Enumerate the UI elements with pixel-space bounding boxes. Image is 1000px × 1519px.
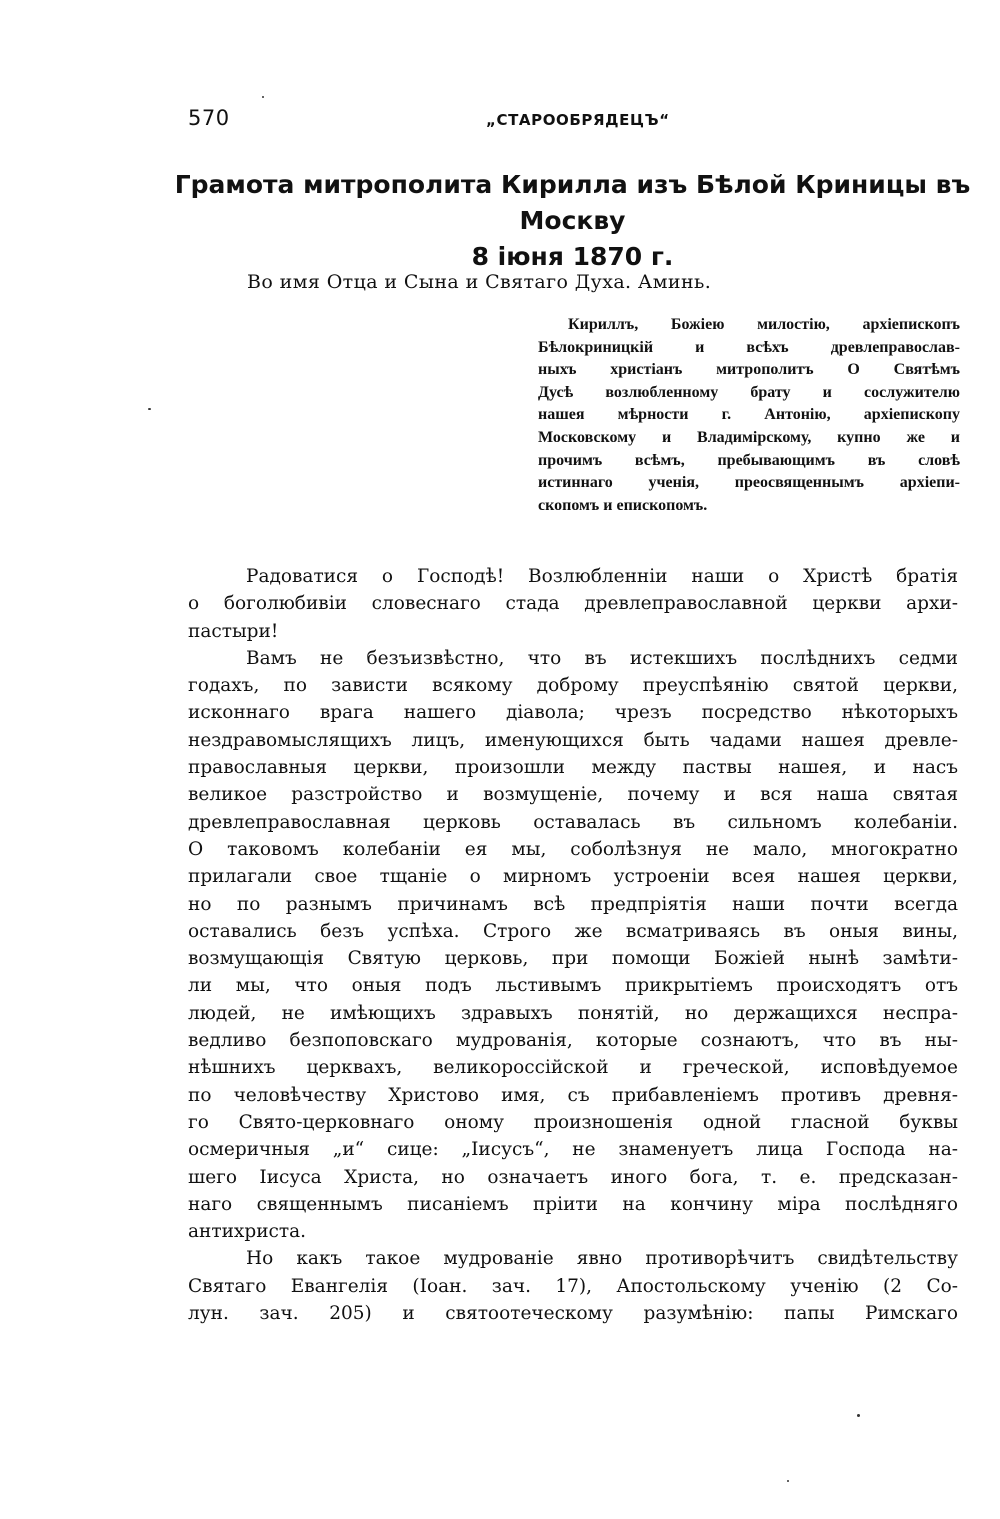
- page-number: 570: [188, 106, 230, 130]
- text-line: антихриста.: [188, 1221, 307, 1243]
- text-line: ведливо безпоповскаго мудрованія, которые сознаютъ, что въ ны-: [188, 1030, 958, 1052]
- scan-speck: [857, 1414, 860, 1417]
- address-line: Дусѣ возлюбленному брату и сослужителю: [538, 383, 960, 401]
- address-line: ныхъ христіанъ митрополитъ О Святѣмъ: [538, 361, 960, 379]
- scan-speck: [148, 408, 151, 410]
- text-line: великое разстройство и возмущеніе, почему и вся наша святая: [188, 784, 958, 806]
- text-line: Но какъ такое мудрованіе явно противорѣчитъ свидѣтельству: [246, 1248, 958, 1270]
- text-line: Радоватися о Господѣ! Возлюбленніи наши о Христѣ братія: [246, 566, 958, 587]
- text-line: пастыри!: [188, 620, 279, 642]
- text-line: го Свято-церковнаго оному произношенія одной гласной буквы: [188, 1111, 958, 1133]
- text-line: Святаго Евангелія (Іоан. зач. 17), Апостольскому ученію (2 Со-: [188, 1275, 958, 1297]
- text-line: прилагали свое тщаніе о мирномъ устроеніи всея нашея церкви,: [188, 866, 958, 888]
- text-line: по человѣчеству Христово имя, съ прибавленіемъ противъ древня-: [188, 1084, 958, 1106]
- scan-speck: [787, 1480, 789, 1482]
- scan-speck: [262, 96, 264, 98]
- text-line: О таковомъ колебаніи ея мы, соболѣзнуя не мало, многократно: [188, 838, 958, 860]
- body-text: [188, 563, 958, 1327]
- address-line: Бѣлокриницкій и всѣхъ древлеправослав-: [538, 338, 960, 356]
- invocation: Во имя Отца и Сына и Святаго Духа. Аминь.: [247, 271, 712, 293]
- address-line: истиннаго ученія, преосвященнымъ архіепи-: [538, 474, 960, 492]
- text-line: нѣшнихъ церквахъ, великороссійской и греческой, исповѣдуемое: [188, 1057, 958, 1079]
- text-line: годахъ, по зависти всякому доброму преуспѣянію святой церкви,: [188, 675, 958, 697]
- text-line: людей, не имѣющихъ здравыхъ понятій, но держащихся неспра-: [188, 1002, 958, 1024]
- address-line: нашея мѣрности г. Антонію, архіепископу: [538, 406, 960, 424]
- text-line: нездравомыслящихъ лицъ, именующихся быть чадами нашея древле-: [188, 729, 958, 751]
- address-line: прочимъ всѣмъ, пребывающимъ въ словѣ: [538, 451, 960, 469]
- address-line: Московскому и Владимірскому, купно же и: [538, 428, 960, 446]
- title-line-1: Грамота митрополита Кирилла изъ Бѣлой Криницы въ Москву: [174, 170, 971, 235]
- address-line: Кириллъ, Божіею милостію, архіепископъ: [568, 316, 960, 333]
- running-head: „СТАРООБРЯДЕЦЪ“: [486, 111, 670, 129]
- document-title: [150, 167, 995, 275]
- address-block: [538, 314, 960, 517]
- title-line-2: 8 іюня 1870 г.: [471, 242, 674, 271]
- text-line: возмущающія Святую церковь, при помощи Божіей нынѣ замѣти-: [188, 948, 958, 970]
- text-line: древлеправославная церковь оставалась въ сильномъ колебаніи.: [188, 811, 958, 833]
- text-line: шего Іисуса Христа, но означаетъ иного бога, т. е. предсказан-: [188, 1166, 958, 1188]
- text-line: оставались безъ успѣха. Строго же всматриваясь въ оныя вины,: [188, 920, 958, 942]
- text-line: ли мы, что оныя подъ льстивымъ прикрытіемъ происходятъ отъ: [188, 975, 958, 997]
- text-line: но по разнымъ причинамъ всѣ предпріятія наши почти всегда: [188, 893, 958, 915]
- address-line: скопомъ и епископомъ.: [538, 496, 708, 514]
- text-line: исконнаго врага нашего діавола; чрезъ посредство нѣкоторыхъ: [188, 702, 958, 724]
- text-line: православныя церкви, произошли между паствы нашея, и насъ: [188, 757, 958, 779]
- text-line: наго священнымъ писаніемъ пріити на кончину міра послѣдняго: [188, 1193, 958, 1215]
- text-line: лун. зач. 205) и святоотеческому разумѣнію: папы Римскаго: [188, 1303, 958, 1325]
- text-line: о боголюбивіи словеснаго стада древлеправославной церкви архи-: [188, 593, 958, 615]
- text-line: Вамъ не безъизвѣстно, что въ истекшихъ послѣднихъ седми: [246, 647, 958, 669]
- text-line: осмеричныя „и“ сице: „Іисусъ“, не знаменуетъ лица Господа на-: [188, 1139, 958, 1161]
